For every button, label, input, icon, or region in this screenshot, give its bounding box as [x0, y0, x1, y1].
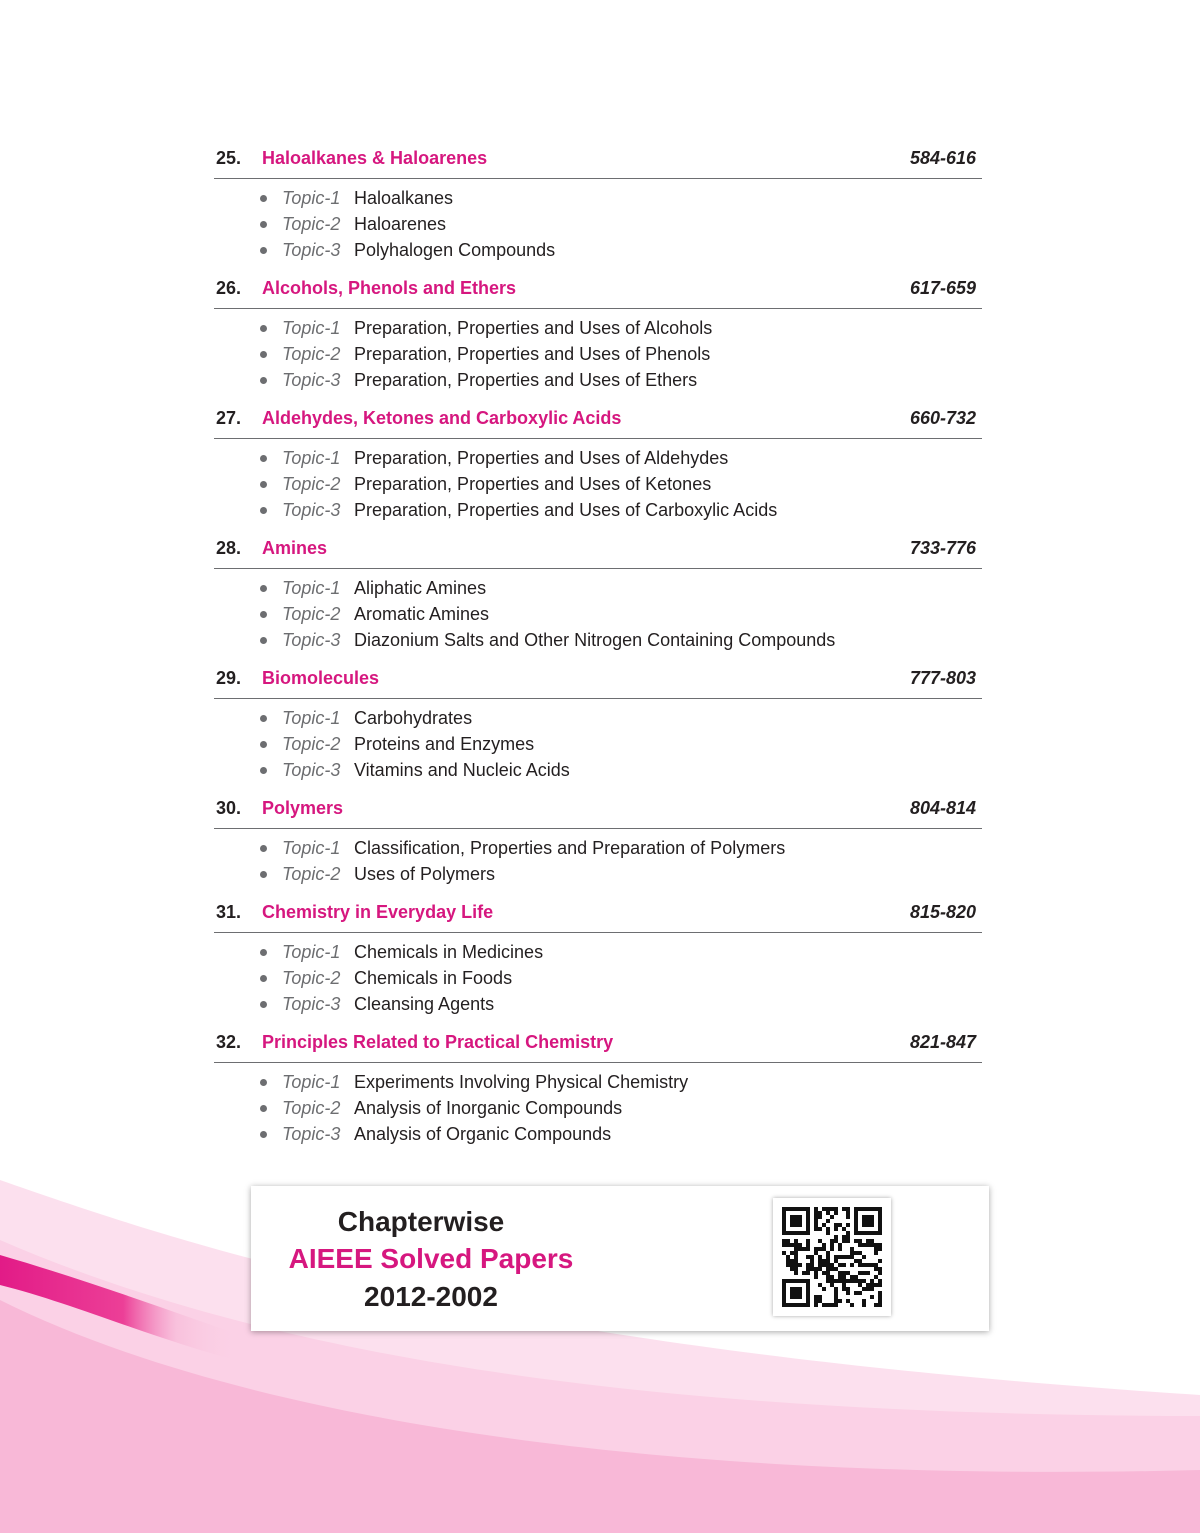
topic-list — [214, 705, 982, 783]
chapter-section — [214, 668, 982, 798]
bullet-icon — [260, 507, 267, 514]
topic-item[interactable] — [214, 497, 982, 523]
topic-label: Topic-1 — [282, 447, 341, 468]
chapter-title[interactable]: Chemistry in Everyday Life — [262, 902, 494, 922]
topic-text: Chemicals in Foods — [354, 967, 513, 988]
chapter-page-range: 804-814 — [909, 798, 976, 818]
topic-text: Preparation, Properties and Uses of Carboxylic Acids — [354, 499, 778, 520]
chapter-title[interactable]: Principles Related to Practical Chemistry — [262, 1032, 614, 1052]
bullet-icon — [260, 871, 267, 878]
chapter-section — [214, 1032, 982, 1162]
topic-list — [214, 315, 982, 393]
topic-text: Experiments Involving Physical Chemistry — [354, 1071, 689, 1092]
topic-text: Preparation, Properties and Uses of Phenols — [354, 343, 711, 364]
chapter-page-range: 584-616 — [909, 148, 976, 168]
bullet-icon — [260, 377, 267, 384]
bullet-icon — [260, 481, 267, 488]
chapter-title[interactable]: Alcohols, Phenols and Ethers — [262, 278, 517, 298]
bullet-icon — [260, 949, 267, 956]
chapter-heading[interactable] — [214, 668, 982, 699]
chapter-heading[interactable] — [214, 408, 982, 439]
bullet-icon — [260, 1001, 267, 1008]
bullet-icon — [260, 611, 267, 618]
topic-label: Topic-2 — [282, 473, 341, 494]
topic-list — [214, 575, 982, 653]
topic-item[interactable] — [214, 965, 982, 991]
topic-list — [214, 1069, 982, 1147]
topic-item[interactable] — [214, 835, 982, 861]
promo-years: 2012-2002 — [364, 1281, 498, 1312]
topic-text: Haloarenes — [354, 213, 447, 234]
topic-label: Topic-2 — [282, 343, 341, 364]
topic-label: Topic-2 — [282, 1097, 341, 1118]
chapter-section — [214, 148, 982, 278]
topic-item[interactable] — [214, 1121, 982, 1147]
topic-item[interactable] — [214, 185, 982, 211]
topic-text: Haloalkanes — [354, 187, 454, 208]
chapter-number: 32. — [216, 1032, 242, 1052]
topic-label: Topic-1 — [282, 941, 341, 962]
topic-list — [214, 939, 982, 1017]
chapter-page-range: 617-659 — [909, 278, 976, 298]
topic-item[interactable] — [214, 731, 982, 757]
topic-text: Carbohydrates — [354, 707, 473, 728]
qr-code-icon[interactable] — [773, 1198, 891, 1316]
chapter-heading[interactable] — [214, 148, 982, 179]
topic-item[interactable] — [214, 861, 982, 887]
bullet-icon — [260, 585, 267, 592]
bullet-icon — [260, 975, 267, 982]
chapter-title[interactable]: Amines — [262, 538, 328, 558]
topic-label: Topic-1 — [282, 317, 341, 338]
topic-label: Topic-3 — [282, 759, 341, 780]
topic-label: Topic-3 — [282, 993, 341, 1014]
topic-item[interactable] — [214, 601, 982, 627]
topic-text: Aliphatic Amines — [354, 577, 487, 598]
topic-text: Polyhalogen Compounds — [354, 239, 556, 260]
chapter-section — [214, 278, 982, 408]
bullet-icon — [260, 195, 267, 202]
chapter-section — [214, 408, 982, 538]
chapter-number: 29. — [216, 668, 242, 688]
chapter-number: 26. — [216, 278, 242, 298]
topic-item[interactable] — [214, 705, 982, 731]
table-of-contents — [214, 148, 982, 1162]
chapter-page-range: 815-820 — [909, 902, 976, 922]
bullet-icon — [260, 715, 267, 722]
chapter-heading[interactable] — [214, 1032, 982, 1063]
topic-item[interactable] — [214, 367, 982, 393]
topic-label: Topic-1 — [282, 187, 341, 208]
chapter-heading[interactable] — [214, 902, 982, 933]
chapter-page-range: 777-803 — [909, 668, 976, 688]
topic-label: Topic-2 — [282, 967, 341, 988]
chapter-number: 25. — [216, 148, 242, 168]
bullet-icon — [260, 455, 267, 462]
topic-label: Topic-2 — [282, 733, 341, 754]
bullet-icon — [260, 351, 267, 358]
bullet-icon — [260, 221, 267, 228]
topic-item[interactable] — [214, 445, 982, 471]
topic-text: Cleansing Agents — [354, 993, 495, 1014]
topic-text: Vitamins and Nucleic Acids — [354, 759, 570, 780]
topic-item[interactable] — [214, 991, 982, 1017]
chapter-number: 31. — [216, 902, 242, 922]
topic-text: Preparation, Properties and Uses of Ketones — [354, 473, 712, 494]
topic-label: Topic-1 — [282, 577, 341, 598]
chapter-heading[interactable] — [214, 538, 982, 569]
chapter-number: 30. — [216, 798, 242, 818]
topic-list — [214, 835, 982, 887]
bullet-icon — [260, 1105, 267, 1112]
chapter-title[interactable]: Aldehydes, Ketones and Carboxylic Acids — [262, 408, 622, 428]
bullet-icon — [260, 741, 267, 748]
topic-label: Topic-1 — [282, 707, 341, 728]
topic-label: Topic-3 — [282, 1123, 341, 1144]
topic-text: Diazonium Salts and Other Nitrogen Containing Compounds — [354, 629, 836, 650]
chapter-page-range: 660-732 — [909, 408, 976, 428]
topic-item[interactable] — [214, 627, 982, 653]
topic-item[interactable] — [214, 211, 982, 237]
topic-text: Chemicals in Medicines — [354, 941, 544, 962]
topic-text: Classification, Properties and Preparation of Polymers — [354, 837, 786, 858]
topic-item[interactable] — [214, 315, 982, 341]
topic-label: Topic-3 — [282, 369, 341, 390]
chapter-section — [214, 902, 982, 1032]
chapter-title[interactable]: Polymers — [262, 798, 344, 818]
chapter-number: 28. — [216, 538, 242, 558]
bullet-icon — [260, 767, 267, 774]
bullet-icon — [260, 1131, 267, 1138]
topic-text: Proteins and Enzymes — [354, 733, 535, 754]
topic-label: Topic-3 — [282, 499, 341, 520]
topic-item[interactable] — [214, 939, 982, 965]
chapter-title[interactable]: Haloalkanes & Haloarenes — [262, 148, 488, 168]
topic-item[interactable] — [214, 575, 982, 601]
topic-text: Preparation, Properties and Uses of Aldehydes — [354, 447, 729, 468]
topic-item[interactable] — [214, 341, 982, 367]
topic-item[interactable] — [214, 471, 982, 497]
bullet-icon — [260, 325, 267, 332]
topic-label: Topic-2 — [282, 863, 341, 884]
topic-label: Topic-3 — [282, 629, 341, 650]
topic-item[interactable] — [214, 237, 982, 263]
chapter-heading[interactable] — [214, 798, 982, 829]
promo-title: AIEEE Solved Papers — [288, 1243, 574, 1274]
bullet-icon — [260, 845, 267, 852]
topic-label: Topic-1 — [282, 837, 341, 858]
topic-text: Analysis of Inorganic Compounds — [354, 1097, 623, 1118]
topic-label: Topic-2 — [282, 213, 341, 234]
topic-text: Preparation, Properties and Uses of Alcohols — [354, 317, 713, 338]
chapter-page-range: 733-776 — [909, 538, 976, 558]
topic-item[interactable] — [214, 1095, 982, 1121]
chapter-page-range: 821-847 — [909, 1032, 976, 1052]
topic-label: Topic-1 — [282, 1071, 341, 1092]
topic-text: Aromatic Amines — [354, 603, 490, 624]
topic-list — [214, 445, 982, 523]
topic-text: Preparation, Properties and Uses of Ethers — [354, 369, 698, 390]
topic-text: Uses of Polymers — [354, 863, 496, 884]
bullet-icon — [260, 1079, 267, 1086]
chapter-number: 27. — [216, 408, 242, 428]
topic-item[interactable] — [214, 757, 982, 783]
topic-list — [214, 185, 982, 263]
topic-item[interactable] — [214, 1069, 982, 1095]
chapter-heading[interactable] — [214, 278, 982, 309]
promo-banner[interactable] — [251, 1186, 989, 1331]
chapter-section — [214, 538, 982, 668]
bullet-icon — [260, 247, 267, 254]
chapter-section — [214, 798, 982, 902]
topic-label: Topic-2 — [282, 603, 341, 624]
chapter-title[interactable]: Biomolecules — [262, 668, 380, 688]
topic-text: Analysis of Organic Compounds — [354, 1123, 612, 1144]
bullet-icon — [260, 637, 267, 644]
topic-label: Topic-3 — [282, 239, 341, 260]
promo-line-1: Chapterwise — [337, 1206, 505, 1237]
